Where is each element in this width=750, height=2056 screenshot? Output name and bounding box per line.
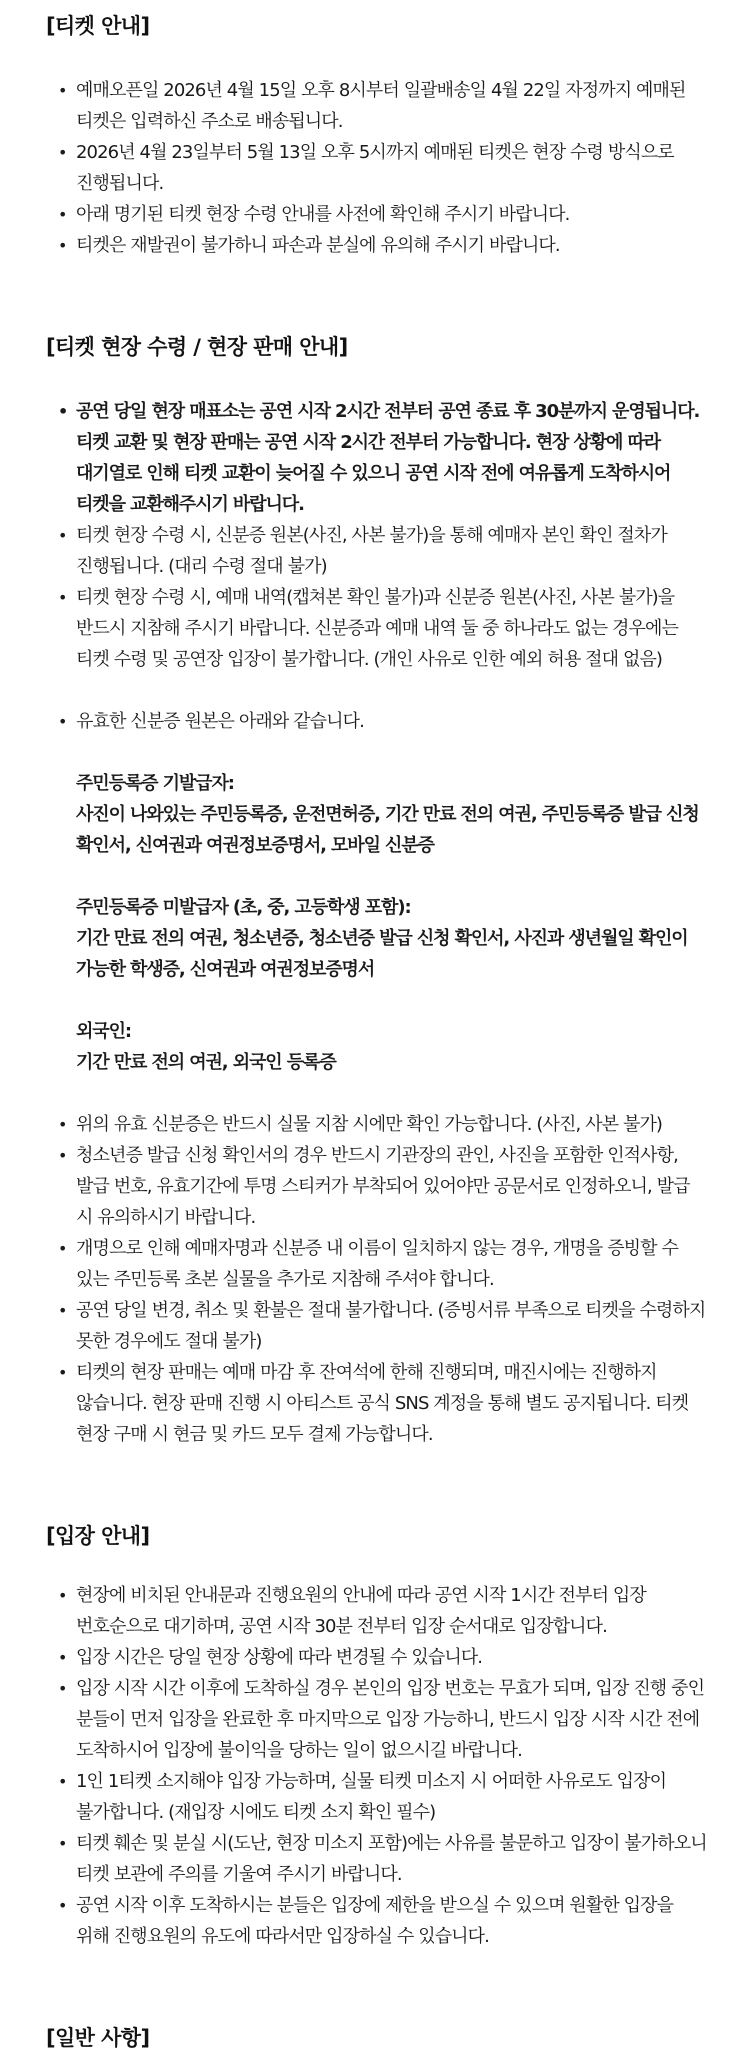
list-item: • 티켓의 현장 판매는 예매 마감 후 잔여석에 한해 진행되며, 매진시에는 진행하지 않습니다. 현장 판매 진행 시 아티스트 공식 SNS 계정을 통해 별도 공지됩니다. 티켓 현장 구매 시 현금 및 카드 모두 결제 가능합니다. xyxy=(46,1357,710,1450)
section-entry-info xyxy=(46,1518,710,1952)
bullet-icon: • xyxy=(58,143,67,162)
id-group-docs: 사진이 나와있는 주민등록증, 운전면허증, 기간 만료 전의 여권, 주민등록증 발급 신청 확인서, 신여권과 여권정보증명서, 모바일 신분증 xyxy=(76,804,699,856)
id-group-unregistered xyxy=(46,892,710,985)
bullet-icon: • xyxy=(58,712,67,731)
list-item: • 2026년 4월 23일부터 5월 13일 오후 5시까지 예매된 티켓은 현장 수령 방식으로 진행됩니다. xyxy=(46,137,710,199)
list-item: • 티켓 현장 수령 시, 신분증 원본(사진, 사본 불가)을 통해 예매자 본인 확인 절차가 진행됩니다. (대리 수령 절대 불가) xyxy=(46,520,710,582)
list-item: • 현장에 비치된 안내문과 진행요원의 안내에 따라 공연 시작 1시간 전부터 입장 번호순으로 대기하며, 공연 시작 30분 전부터 입장 순서대로 입장합니다. xyxy=(46,1580,710,1642)
bullet-icon: • xyxy=(58,526,67,545)
bullet-icon: • xyxy=(58,1896,67,1915)
id-group-label: 주민등록증 기발급자: xyxy=(76,773,234,794)
valid-id-list xyxy=(46,706,710,737)
list-item: • 티켓 현장 수령 시, 예매 내역(캡쳐본 확인 불가)과 신분증 원본(사진, 사본 불가)을 반드시 지참해 주시기 바랍니다. 신분증과 예매 내역 둘 중 하나라도 없는 경우에는 티켓 수령 및 공연장 입장이 불가합니다. (개인 사유로 인한 예외 허용 절대 없음) xyxy=(46,582,710,675)
section-title-entry-info: [입장 안내] xyxy=(46,1524,150,1548)
bullet-icon: • xyxy=(58,236,67,255)
list-item: • 유효한 신분증 원본은 아래와 같습니다. xyxy=(46,706,710,737)
id-group-foreigner xyxy=(46,1016,710,1078)
bullet-icon: • xyxy=(58,1679,67,1698)
bullet-icon: • xyxy=(58,1834,67,1853)
bullet-icon: • xyxy=(58,588,67,607)
list-item: • 티켓 훼손 및 분실 시(도난, 현장 미소지 포함)에는 사유를 불문하고 입장이 불가하오니 티켓 보관에 주의를 기울여 주시기 바랍니다. xyxy=(46,1828,710,1890)
entry-info-list xyxy=(46,1580,710,1952)
id-group-label: 주민등록증 미발급자 (초, 중, 고등학생 포함): xyxy=(76,897,411,918)
bullet-icon: • xyxy=(58,1586,67,1605)
id-group-registered xyxy=(46,768,710,861)
bullet-icon: • xyxy=(58,1363,67,1382)
onsite-rules-list xyxy=(46,1109,710,1450)
ticket-info-list xyxy=(46,75,710,261)
bullet-icon: • xyxy=(58,1115,67,1134)
list-item: • 공연 당일 변경, 취소 및 환불은 절대 불가합니다. (증빙서류 부족으로 티켓을 수령하지 못한 경우에도 절대 불가) xyxy=(46,1295,710,1357)
list-item: • 입장 시작 시간 이후에 도착하실 경우 본인의 입장 번호는 무효가 되며, 입장 진행 중인 분들이 먼저 입장을 완료한 후 마지막으로 입장 가능하니, 반드시 입장 시작 시간 전에 도착하시어 입장에 불이익을 당하는 일이 없으시길 바랍니다. xyxy=(46,1673,710,1766)
bullet-icon: • xyxy=(58,1301,67,1320)
list-item: • 1인 1티켓 소지해야 입장 가능하며, 실물 티켓 미소지 시 어떠한 사유로도 입장이 불가합니다. (재입장 시에도 티켓 소지 확인 필수) xyxy=(46,1766,710,1828)
list-item: • 입장 시간은 당일 현장 상황에 따라 변경될 수 있습니다. xyxy=(46,1642,710,1673)
section-title-general: [일반 사항] xyxy=(46,2026,150,2050)
list-item: • 위의 유효 신분증은 반드시 실물 지참 시에만 확인 가능합니다. (사진, 사본 불가) xyxy=(46,1109,710,1140)
bullet-icon: • xyxy=(58,205,67,224)
list-item: • 개명으로 인해 예매자명과 신분증 내 이름이 일치하지 않는 경우, 개명을 증빙할 수 있는 주민등록 초본 실물을 추가로 지참해 주셔야 합니다. xyxy=(46,1233,710,1295)
list-item: • 청소년증 발급 신청 확인서의 경우 반드시 기관장의 관인, 사진을 포함한 인적사항, 발급 번호, 유효기간에 투명 스티커가 부착되어 있어야만 공문서로 인정하오니, 발급 시 유의하시기 바랍니다. xyxy=(46,1140,710,1233)
list-item: • 아래 명기된 티켓 현장 수령 안내를 사전에 확인해 주시기 바랍니다. xyxy=(46,199,710,230)
list-item-highlight: • 공연 당일 현장 매표소는 공연 시작 2시간 전부터 공연 종료 후 30분까지 운영됩니다. 티켓 교환 및 현장 판매는 공연 시작 2시간 전부터 가능합니다. 현장 상황에 따라 대기열로 인해 티켓 교환이 늦어질 수 있으니 공연 시작 전에 여유롭게 도착하시어 티켓을 교환해주시기 바랍니다. xyxy=(46,396,710,520)
list-item: • 공연 시작 이후 도착하시는 분들은 입장에 제한을 받으실 수 있으며 원활한 입장을 위해 진행요원의 유도에 따라서만 입장하실 수 있습니다. xyxy=(46,1890,710,1952)
id-group-docs: 기간 만료 전의 여권, 외국인 등록증 xyxy=(76,1052,336,1073)
id-group-docs: 기간 만료 전의 여권, 청소년증, 청소년증 발급 신청 확인서, 사진과 생년월일 확인이 가능한 학생증, 신여권과 여권정보증명서 xyxy=(76,928,688,980)
list-item: • 예매오픈일 2026년 4월 15일 오후 8시부터 일괄배송일 4월 22일 자정까지 예매된 티켓은 입력하신 주소로 배송됩니다. xyxy=(46,75,710,137)
bullet-icon: • xyxy=(58,81,67,100)
section-ticket-info xyxy=(46,8,710,261)
bullet-icon: • xyxy=(58,1239,67,1258)
bullet-icon: • xyxy=(58,1648,67,1667)
section-title-ticket-info: [티켓 안내] xyxy=(46,14,150,38)
bullet-icon: • xyxy=(58,1772,67,1791)
id-group-label: 외국인: xyxy=(76,1021,131,1042)
section-title-onsite-pickup: [티켓 현장 수령 / 현장 판매 안내] xyxy=(46,335,348,359)
bullet-icon: • xyxy=(58,1146,67,1165)
onsite-pickup-list xyxy=(46,396,710,675)
section-onsite-pickup xyxy=(46,329,710,1450)
section-general xyxy=(46,2020,710,2056)
bullet-icon: • xyxy=(58,402,68,421)
list-item: • 티켓은 재발권이 불가하니 파손과 분실에 유의해 주시기 바랍니다. xyxy=(46,230,710,261)
